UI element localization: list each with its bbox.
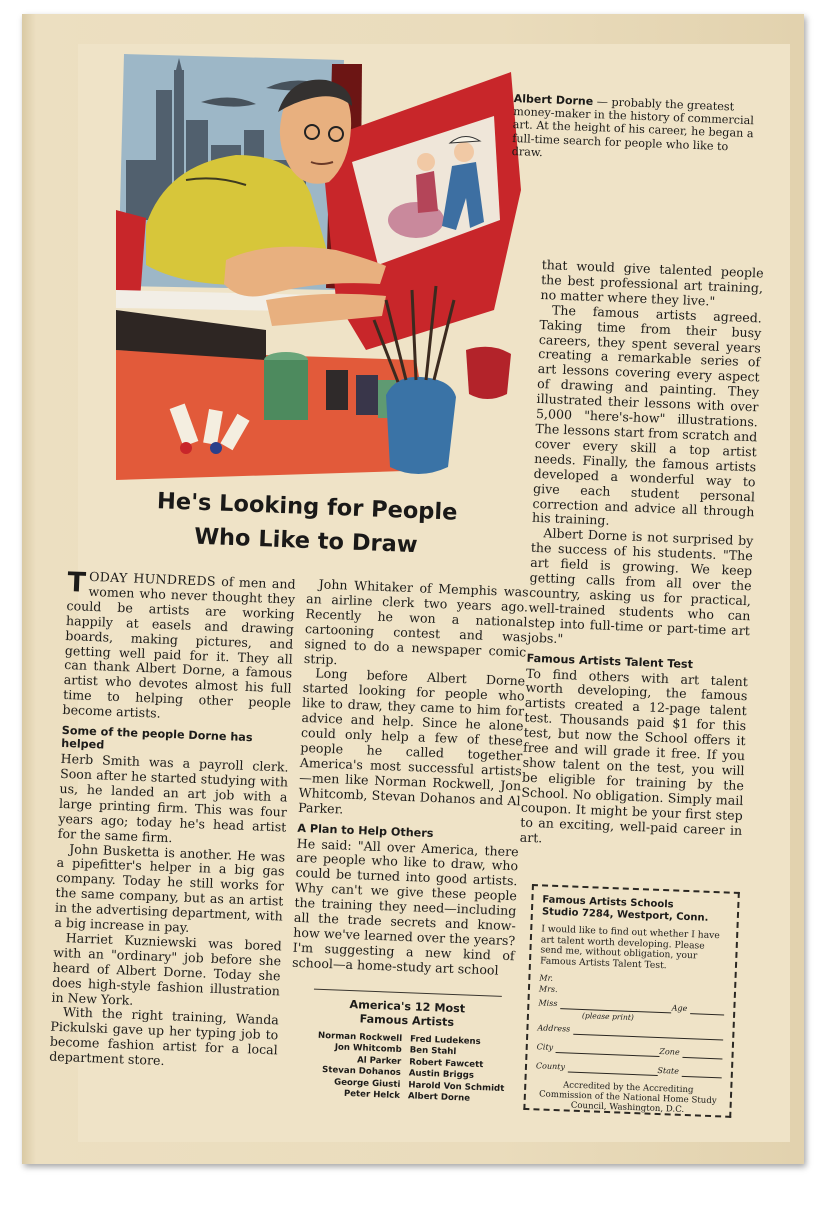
artist-name: Stevan Dohanos: [321, 1065, 401, 1079]
address-label: Address: [537, 1023, 571, 1034]
illustration-caption: [511, 92, 763, 168]
county-label: County: [535, 1061, 566, 1072]
paragraph: With the right training, Wanda Pickulski gave up her typing job to become fashion artist for a local department store.: [48, 1004, 280, 1069]
city-label: City: [536, 1042, 554, 1053]
coupon-studio: Studio 7284, Westport, Conn.: [541, 906, 709, 924]
paragraph: John Busketta is another. He was a pipefitter's helper in a big gas company. Today he still works for the same company, but as an artist in the advertising department, with a big increase in pay.: [54, 840, 286, 935]
artist-name: Albert Dorne: [407, 1091, 471, 1104]
article-column-2: [292, 577, 529, 979]
caption-name: Albert Dorne: [513, 92, 594, 109]
headline-line-1: He's Looking for People: [156, 488, 458, 526]
artist-name: Austin Briggs: [408, 1068, 475, 1082]
article-column-1: [49, 569, 296, 1073]
small-caps-lead: ODAY HUNDREDS: [88, 568, 217, 589]
title-line-1: America's 12 Most: [349, 997, 466, 1016]
age-label: Age: [671, 1003, 688, 1014]
mail-coupon: [523, 884, 740, 1118]
artist-name: Robert Fawcett: [409, 1057, 484, 1070]
city-field[interactable]: [556, 1043, 660, 1057]
coupon-body: I would like to find out whether I have art talent worth developing. Please send me, without obligation, your Famous Artists Talent Test.: [539, 923, 720, 972]
state-field[interactable]: [682, 1067, 722, 1079]
city-line: [537, 1042, 723, 1060]
zone-field[interactable]: [682, 1048, 722, 1060]
county-line: [536, 1061, 722, 1079]
subhead-talent-test: Famous Artists Talent Test: [526, 651, 694, 671]
title-miss: Miss: [538, 998, 558, 1009]
article-column-3: [519, 258, 763, 854]
famous-artists-title: [297, 996, 518, 1032]
zone-label: Zone: [659, 1047, 680, 1058]
paragraph: He said: "All over America, there are people who like to draw, who could be turned into good artists. Why can't we give these people the training they need—including all the trade secrets and know-how we've learned over the years? I'm suggesting a new kind of school—a home-study art school: [291, 835, 519, 978]
albert-dorne-illustration: [116, 50, 521, 480]
title-mrs: Mrs.: [538, 984, 558, 995]
headline-line-2: Who Like to Draw: [193, 523, 419, 559]
artist-name: Fred Ludekens: [409, 1034, 481, 1048]
paragraph: [62, 569, 296, 727]
county-field[interactable]: [568, 1063, 658, 1076]
famous-artists-box: [294, 988, 518, 1107]
paragraph: Harriet Kuzniewski was bored with an "ordinary" job before she heard of Albert Dorne. Today she does high-style fashion illustration in New York.: [51, 930, 282, 1008]
coupon-form: [536, 973, 726, 1079]
state-label: State: [657, 1066, 680, 1077]
paragraph: Long before Albert Dorne started looking for people who like to draw, they came to him for advice and help. Since he alone could only help a few of these people he called together America's most successful artists —men like Norman Rockwell, Jon Whitcomb, Stevan Dohanos and Al Parker.: [297, 665, 526, 817]
accreditation-note: Accredited by the Accrediting Commission of the National Home Study Council, Washington, D.C.: [538, 1080, 717, 1116]
drop-cap: T: [66, 567, 87, 599]
brush-jar: [386, 377, 456, 474]
please-print: (please print): [581, 1011, 635, 1023]
artist-name: Peter Helck: [343, 1088, 401, 1102]
paragraph: that would give talented people the best professional art training, no matter where they live.": [540, 257, 764, 309]
age-field[interactable]: [690, 1005, 724, 1016]
artist-name: Al Parker: [356, 1055, 402, 1067]
subhead-plan: A Plan to Help Others: [297, 821, 434, 840]
headline: [125, 483, 487, 565]
artist-name: Ben Stahl: [409, 1045, 457, 1058]
artist-name: Norman Rockwell: [317, 1030, 403, 1045]
address-field[interactable]: [573, 1025, 723, 1041]
subhead-people-helped: Some of the people Dorne has helped: [61, 723, 253, 752]
artist-name: Jon Whitcomb: [334, 1042, 402, 1056]
artist-names: [294, 1030, 516, 1107]
coupon-school: Famous Artists Schools: [542, 894, 674, 911]
caption-text: — probably the greatest money-maker in the history of commercial art. At the height of his career, he began a full-time search for people who like to draw.: [511, 95, 755, 159]
paragraph: John Whitaker of Memphis was an airline clerk two years ago. Recently he won a national cartooning contest and was signed to do a newspaper comic strip.: [303, 576, 529, 667]
title-line-2: Famous Artists: [359, 1012, 455, 1030]
paragraph: The famous artists agreed. Taking time from their busy careers, they spent several years creating a remarkable series of art lessons covering every aspect of drawing and painting. They illustrated their lessons with over 5,000 "here's-how" illustrations. The lessons start from scratch and cover every skill a top artist needs. Finally, the famous artists developed a wonderful way to give each student personal correction and advice all through his training.: [531, 302, 763, 529]
artist-name: George Giusti: [333, 1077, 401, 1090]
paragraph-text: of men and women who never thought they could be artists are working happily at easels and drawing boards, making pictures, and getting well paid for it. They all can thank Albert Dorne, a famous artist who devotes almost his full time to helping other people become artists.: [62, 573, 296, 721]
paragraph: Albert Dorne is not surprised by the success of his students. "The art field is growing. We keep getting calls from all over the country, asking us for practical, well-trained students who can step into full-time or part-time art jobs.": [527, 525, 754, 646]
paragraph: To find others with art talent worth developing, the famous artists created a 12-page talent test. Thousands paid $1 for this test, but now the School offers it free and will grade it free. If you show talent on the test, you will be eligible for training by the School. No obligation. Simply mail coupon. It might be your first step to an exciting, well-paid career in art.: [519, 665, 749, 845]
title-mr: Mr.: [539, 973, 554, 984]
paragraph: Herb Smith was a payroll clerk. Soon after he started studying with us, he landed an art job with a large printing firm. This was four years ago; today he's head artist for the same firm.: [57, 750, 289, 845]
artist-name: Harold Von Schmidt: [408, 1079, 505, 1094]
